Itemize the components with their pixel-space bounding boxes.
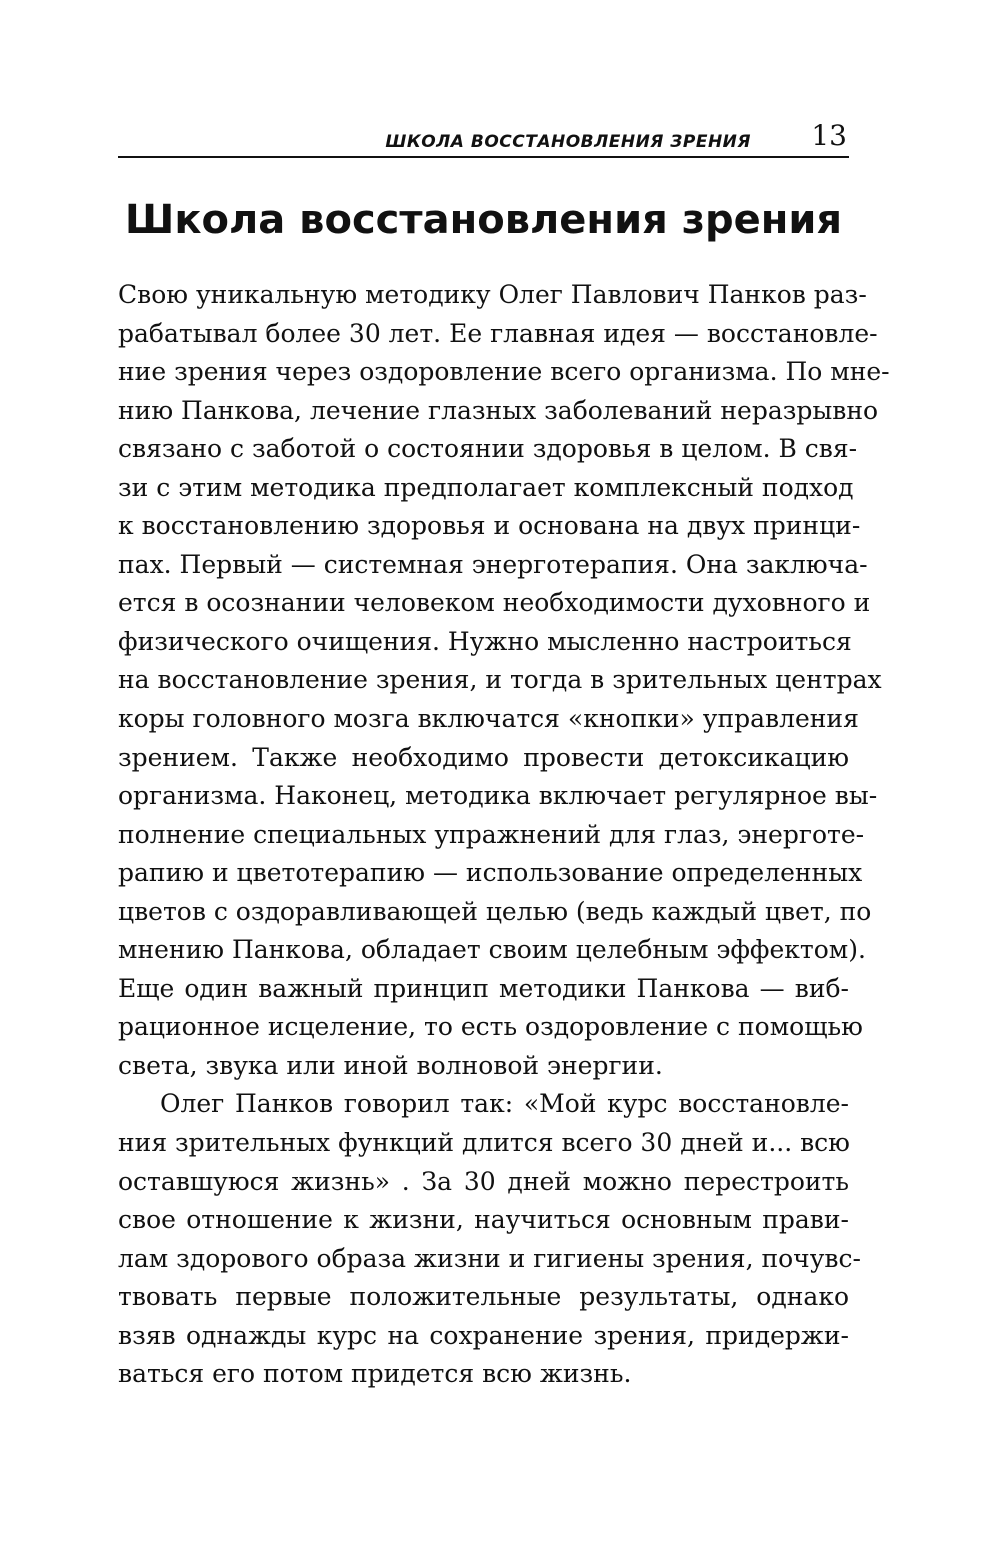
text-line: ваться его потом придется всю жизнь.: [118, 1359, 632, 1389]
text-line: рабатывал более 30 лет. Ее главная идея — восстановле-: [118, 318, 878, 348]
text-line: света, звука или иной волновой энергии.: [118, 1050, 663, 1080]
text-line: взяв однажды курс на сохранение зрения, придержи-: [118, 1320, 849, 1350]
text-line: зи с этим методика предполагает комплексный подход: [118, 472, 854, 502]
paragraph-2: [118, 1085, 861, 1393]
chapter-heading: Школа восстановления зрения: [124, 197, 843, 243]
text-line: организма. Наконец, методика включает регулярное вы-: [118, 781, 878, 811]
text-line: ется в осознании человеком необходимости духовного и: [118, 588, 871, 618]
text-line: рационное исцеление, то есть оздоровление с помощью: [118, 1012, 863, 1042]
text-line: ния зрительных функций длится всего 30 дней и... всю: [118, 1128, 850, 1158]
text-line: цветов с оздоравливающей целью (ведь каждый цвет, по: [118, 896, 872, 926]
text-line: Еще один важный принцип методики Панкова — виб-: [118, 973, 849, 1003]
text-line: пах. Первый — системная энерготерапия. Она заключа-: [118, 549, 868, 579]
running-header: [118, 116, 849, 158]
body-text: [118, 276, 890, 1394]
text-line: коры головного мозга включатся «кнопки» управления: [118, 704, 859, 734]
text-line: твовать первые положительные результаты, однако: [118, 1282, 849, 1312]
text-line: Олег Панков говорил так: «Мой курс восстановле-: [160, 1089, 849, 1119]
text-line: к восстановлению здоровья и основана на двух принци-: [118, 511, 861, 541]
text-line: зрением. Также необходимо провести детоксикацию: [118, 742, 849, 772]
page-number: 13: [811, 119, 847, 152]
text-line: лам здорового образа жизни и гигиены зрения, почувс-: [118, 1243, 861, 1273]
text-line: ние зрения через оздоровление всего организма. По мне-: [118, 357, 890, 387]
text-line: на восстановление зрения, и тогда в зрительных центрах: [118, 665, 882, 695]
text-line: Свою уникальную методику Олег Павлович Панков раз-: [118, 280, 867, 309]
paragraph-1: [118, 276, 890, 1085]
text-line: оставшуюся жизнь» . За 30 дней можно перестроить: [118, 1166, 849, 1196]
text-line: мнению Панкова, обладает своим целебным эффектом).: [118, 935, 866, 965]
text-line: нию Панкова, лечение глазных заболеваний неразрывно: [118, 395, 879, 425]
text-line: свое отношение к жизни, научиться основным прави-: [118, 1205, 849, 1235]
text-line: рапию и цветотерапию — использование определенных: [118, 858, 863, 888]
text-line: полнение специальных упражнений для глаз, энерготе-: [118, 819, 865, 849]
running-title: ШКОЛА ВОССТАНОВЛЕНИЯ ЗРЕНИЯ: [385, 132, 751, 152]
text-line: физического очищения. Нужно мысленно настроиться: [118, 626, 852, 656]
text-line: связано с заботой о состоянии здоровья в целом. В свя-: [118, 434, 858, 464]
